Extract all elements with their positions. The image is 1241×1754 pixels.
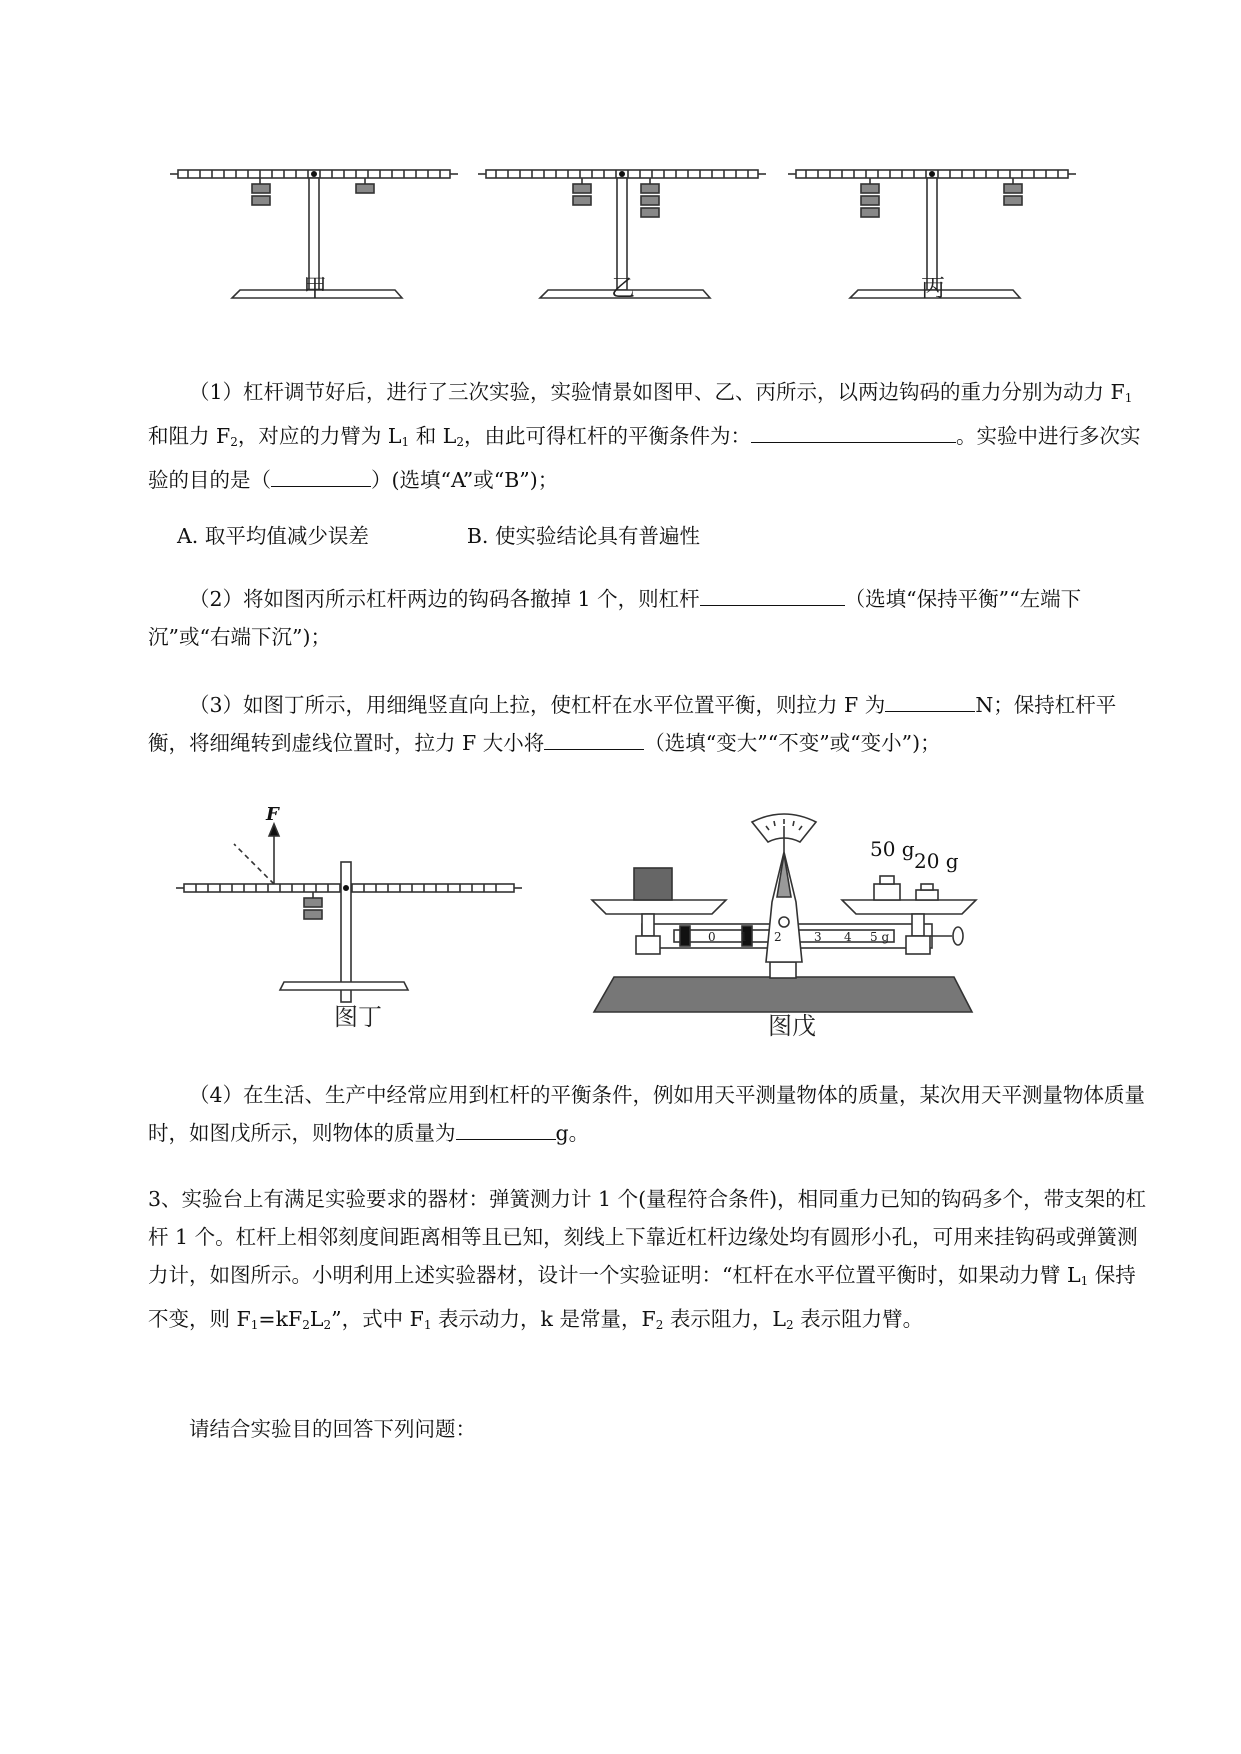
balance-figure-wu: [574, 812, 984, 1017]
scale-tick-0: 0: [708, 930, 716, 944]
question-4-text: （4）在生活、生产中经常应用到杠杆的平衡条件，例如用天平测量物体的质量，某次用天平测量物体质量时，如图戊所示，则物体的质量为 g。: [148, 1083, 1146, 1145]
option-b: B. 使实验结论具有普遍性: [466, 524, 700, 548]
weight-label-20g: 20 g: [914, 849, 959, 873]
answer-blank-balance-condition[interactable]: [751, 422, 956, 443]
option-a: A. 取平均值减少误差: [177, 524, 369, 548]
lever-figure-ding: [176, 800, 526, 1005]
scale-tick-3: 3: [814, 930, 822, 944]
scale-tick-2: 2: [774, 930, 782, 944]
scale-tick-5: 5 g: [870, 930, 890, 944]
caption-yi: 乙: [611, 274, 635, 302]
answer-blank-mass[interactable]: [456, 1119, 556, 1140]
caption-wu: 图戊: [768, 1012, 816, 1040]
answer-blank-force[interactable]: [885, 691, 975, 712]
caption-jia: 甲: [303, 274, 327, 302]
caption-ding: 图丁: [334, 1003, 382, 1031]
scale-tick-1: 1: [740, 930, 748, 944]
answer-blank-lever-state[interactable]: [700, 585, 845, 606]
answer-blank-purpose[interactable]: [271, 466, 371, 487]
question-2-text: （2）将如图丙所示杠杆两边的钩码各撤掉 1 个，则杠杆 （选填“保持平衡”“左端下沉”或“右端下沉”)；: [148, 587, 1082, 649]
question-1-text: （1）杠杆调节好后，进行了三次实验，实验情景如图甲、乙、丙所示，以两边钩码的重力分别为动力 $F_1$和阻力 $F_2$，对应的力臂为 $L_1$ 和 $L_2$，由此可得杠杆的平衡条件为： 。实验中进行多次实验的目的是（ ）(选填“A”或“B”)；: [148, 380, 1141, 492]
scale-tick-4: 4: [844, 930, 852, 944]
problem-3-text: 3、实验台上有满足实验要求的器材：弹簧测力计 1 个(量程符合条件)，相同重力已知的钩码多个，带支架的杠杆 1 个。杠杆上相邻刻度间距离相等且已知，刻线上下靠近杠杆边缘处均有圆形小孔，可用来挂钩码或弹簧测力计，如图所示。小明利用上述实验器材，设计一个实验证明：“杠杆在水平位置平衡时，如果动力臂 $L_1$ 保持不变，则 $F_1=kF_2L_2$”，式中 $F_1$ 表示动力，k 是常量，$F_2$ 表示阻力，$L_2$ 表示阻力臂。: [148, 1187, 1147, 1332]
answer-blank-force-change[interactable]: [544, 729, 644, 750]
option-list: [177, 519, 700, 549]
question-3-text: （3）如图丁所示，用细绳竖直向上拉，使杠杆在水平位置平衡，则拉力 F 为 N；保持杠杆平衡，将细绳转到虚线位置时，拉力 F 大小将 （选填“变大”“不变”或“变小”)；: [148, 693, 1117, 755]
force-label: F: [266, 804, 279, 825]
weight-label-50g: 50 g: [870, 837, 915, 861]
caption-bing: 丙: [921, 274, 945, 302]
problem-3-prompt: 请结合实验目的回答下列问题：: [189, 1417, 476, 1441]
